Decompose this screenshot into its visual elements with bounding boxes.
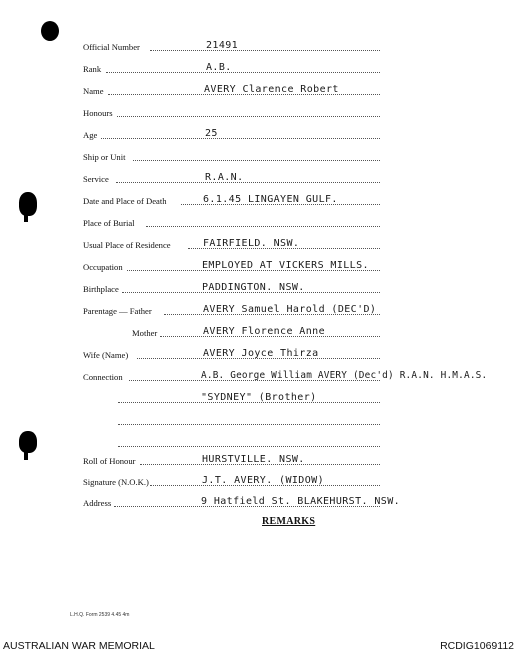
birthplace-row [0, 280, 518, 294]
mother-label: Mother [132, 328, 158, 338]
age-value: 25 [205, 128, 218, 139]
date-place-of-death-value: 6.1.45 LINGAYEN GULF. [203, 194, 338, 205]
dotted-line [133, 160, 380, 161]
dotted-line [118, 424, 380, 425]
father-label: Parentage — Father [83, 306, 152, 316]
roll-of-honour-label: Roll of Honour [83, 456, 136, 466]
ship-or-unit-row [0, 148, 518, 162]
rank-row [0, 60, 518, 74]
occupation-row [0, 258, 518, 272]
service-value: R.A.N. [205, 172, 244, 183]
place-of-burial-label: Place of Burial [83, 218, 135, 228]
signature-label: Signature (N.O.K.) [83, 477, 149, 487]
roll-of-honour-value: HURSTVILLE. NSW. [202, 454, 305, 465]
residence-row [0, 236, 518, 250]
service-label: Service [83, 174, 109, 184]
residence-label: Usual Place of Residence [83, 240, 171, 250]
address-row [0, 494, 518, 508]
connection-label: Connection [83, 372, 123, 382]
age-row [0, 126, 518, 140]
ship-or-unit-label: Ship or Unit [83, 152, 126, 162]
address-value: 9 Hatfield St. BLAKEHURST. NSW. [201, 496, 401, 507]
signature-value: J.T. AVERY. (WIDOW) [202, 475, 324, 486]
official-number-label: Official Number [83, 42, 140, 52]
footer-record-id: RCDIG1069112 [440, 640, 514, 652]
dotted-line [116, 182, 380, 183]
mother-row [0, 324, 518, 338]
residence-value: FAIRFIELD. NSW. [203, 238, 300, 249]
rank-value: A.B. [206, 62, 232, 73]
service-row [0, 170, 518, 184]
date-place-of-death-label: Date and Place of Death [83, 196, 167, 206]
remarks-heading: REMARKS [262, 516, 316, 527]
connection-continuation-row [0, 434, 518, 448]
dotted-line [117, 116, 380, 117]
honours-row [0, 104, 518, 118]
name-row [0, 82, 518, 96]
dotted-line [101, 138, 380, 139]
form-code: L.H.Q. Form 2539 4.45 4m [70, 612, 130, 618]
footer-institution: AUSTRALIAN WAR MEMORIAL [3, 640, 155, 652]
occupation-label: Occupation [83, 262, 123, 272]
footer [0, 636, 518, 654]
connection-continuation-row [0, 412, 518, 426]
father-value: AVERY Samuel Harold (DEC'D) [203, 304, 377, 315]
name-value: AVERY Clarence Robert [204, 84, 339, 95]
signature-row [0, 473, 518, 487]
connection-value: A.B. George William AVERY (Dec'd) R.A.N. H.M.A.S. [201, 370, 488, 381]
connection-continuation-value: "SYDNEY" (Brother) [201, 392, 317, 403]
dotted-line [106, 72, 380, 73]
wife-row [0, 346, 518, 360]
dotted-line [118, 446, 380, 447]
roll-of-honour-row [0, 452, 518, 466]
birthplace-value: PADDINGTON. NSW. [202, 282, 305, 293]
official-number-row [0, 38, 518, 52]
birthplace-label: Birthplace [83, 284, 119, 294]
dotted-line [150, 50, 380, 51]
official-number-value: 21491 [206, 40, 239, 51]
place-of-burial-row [0, 214, 518, 228]
connection-row [0, 368, 518, 382]
address-label: Address [83, 498, 112, 508]
mother-value: AVERY Florence Anne [203, 326, 325, 337]
connection-continuation-row [0, 390, 518, 404]
occupation-value: EMPLOYED AT VICKERS MILLS. [202, 260, 369, 271]
dotted-line [146, 226, 380, 227]
rank-label: Rank [83, 64, 102, 74]
date-place-of-death-row [0, 192, 518, 206]
father-row [0, 302, 518, 316]
honours-label: Honours [83, 108, 113, 118]
wife-label: Wife (Name) [83, 350, 129, 360]
name-label: Name [83, 86, 104, 96]
age-label: Age [83, 130, 98, 140]
wife-value: AVERY Joyce Thirza [203, 348, 319, 359]
